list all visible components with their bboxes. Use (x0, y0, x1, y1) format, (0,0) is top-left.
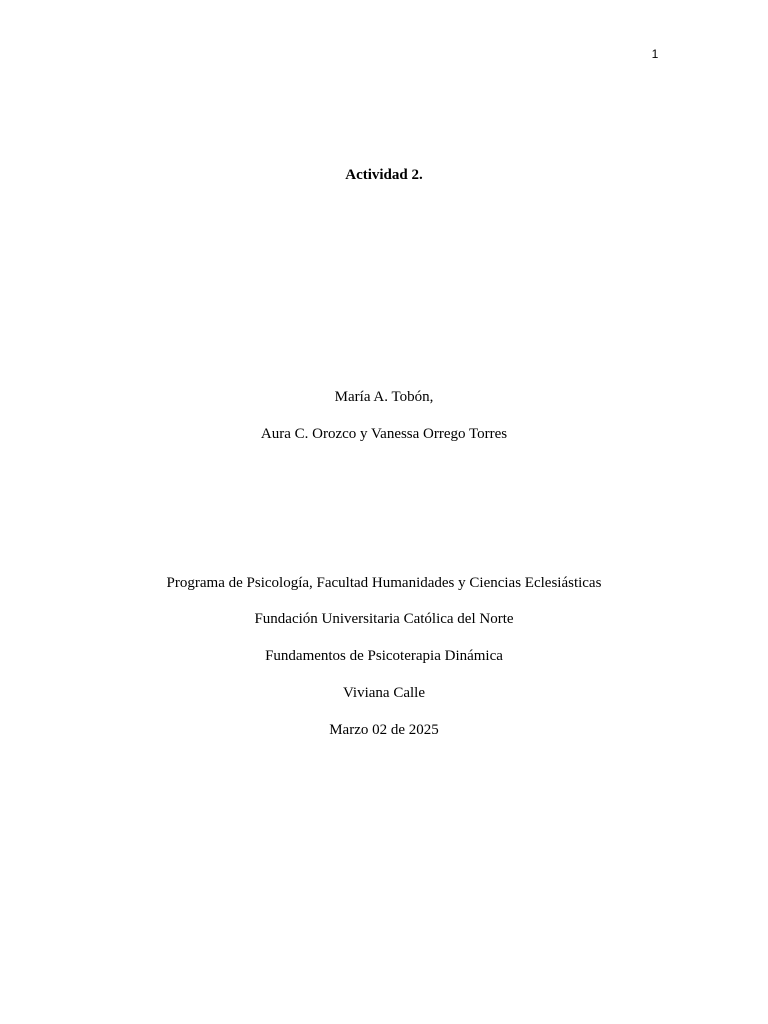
author-line-2: Aura C. Orozco y Vanessa Orrego Torres (260, 426, 508, 442)
program-line: Programa de Psicología, Facultad Humanidades y Ciencias Eclesiásticas (166, 575, 602, 591)
date-line: Marzo 02 de 2025 (329, 722, 439, 738)
page-number: 1 (651, 47, 659, 61)
instructor-line: Viviana Calle (343, 685, 425, 701)
university-line: Fundación Universitaria Católica del Norte (254, 611, 514, 627)
author-line-1: María A. Tobón, (334, 389, 434, 405)
course-line: Fundamentos de Psicoterapia Dinámica (265, 648, 503, 664)
document-title: Actividad 2. (345, 167, 423, 183)
